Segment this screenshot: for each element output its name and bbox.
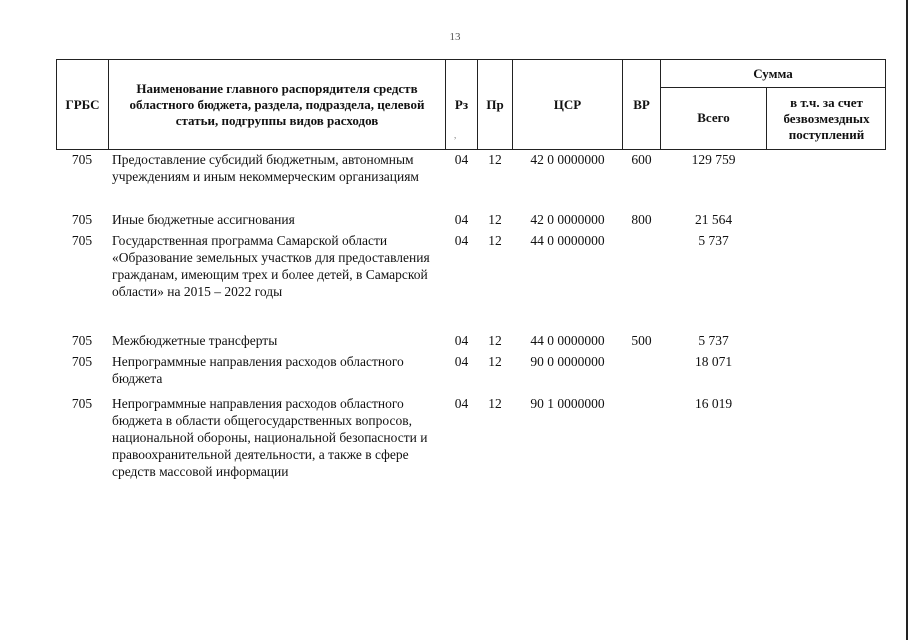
row-2-name: Иные бюджетные ассигнования <box>112 212 295 227</box>
row-2-vr: 800 <box>631 212 652 227</box>
col-border-1 <box>108 59 109 150</box>
row-1-pr: 12 <box>488 152 502 167</box>
row-6-rz: 04 <box>454 396 469 411</box>
row-4-pr: 12 <box>488 333 502 348</box>
col-border-8 <box>885 59 886 150</box>
row-1-grbs: 705 <box>71 152 93 167</box>
row-4-name: Межбюджетные трансферты <box>112 333 278 348</box>
row-2-vsego: 21 564 <box>694 212 733 227</box>
row-1-csr: 42 0 0000000 <box>530 152 605 167</box>
row-6-vsego: 16 019 <box>694 396 733 411</box>
row-4-grbs: 705 <box>71 333 93 348</box>
row-1-vr: 600 <box>631 152 652 167</box>
row-6-pr: 12 <box>488 396 502 411</box>
row-5-csr: 90 0 0000000 <box>530 354 605 369</box>
row-5-vsego: 18 071 <box>694 354 733 369</box>
header-vsego: Всего <box>697 110 730 125</box>
header-rz: Рз <box>454 96 469 112</box>
header-bottom-border <box>56 149 886 150</box>
row-5-pr: 12 <box>488 354 502 369</box>
row-2-rz: 04 <box>454 212 469 227</box>
page-number: 13 <box>449 31 461 43</box>
header-vr: ВР <box>633 96 650 112</box>
row-4-vr: 500 <box>631 333 652 348</box>
row-6-name: Непрограммные направления расходов областного бюджета в области общегосударственных вопросов, национальной обороны, национальной безопасности и правоохранительной деятельности, а также в сфере средств массовой информации <box>112 396 428 479</box>
col-border-7 <box>766 88 767 150</box>
row-5-name: Непрограммные направления расходов областного бюджета <box>112 354 404 386</box>
row-3-pr: 12 <box>488 233 502 248</box>
row-3-csr: 44 0 0000000 <box>530 233 605 248</box>
row-5-grbs: 705 <box>71 354 93 369</box>
row-3-name: Государственная программа Самарской области «Образование земельных участков для предоставления гражданам, имеющим трех и более детей, в Самарской области» на 2015 – 2022 годы <box>112 233 430 299</box>
row-6-csr: 90 1 0000000 <box>530 396 605 411</box>
row-1-name: Предоставление субсидий бюджетным, автономным учреждениям и иным некоммерческим организациям <box>112 152 419 184</box>
row-4-vsego: 5 737 <box>698 333 729 348</box>
row-1-vsego: 129 759 <box>691 152 736 167</box>
row-2-pr: 12 <box>488 212 502 227</box>
row-4-rz: 04 <box>454 333 469 348</box>
row-3-vsego: 5 737 <box>698 233 729 248</box>
row-3-rz: 04 <box>454 233 469 248</box>
header-bezvozm: в т.ч. за счет безвозмездных поступлений <box>783 95 870 142</box>
row-6-grbs: 705 <box>71 396 93 411</box>
row-5-rz: 04 <box>454 354 469 369</box>
row-4-csr: 44 0 0000000 <box>530 333 605 348</box>
scan-edge <box>906 0 908 640</box>
row-2-csr: 42 0 0000000 <box>530 212 605 227</box>
header-csr: ЦСР <box>553 96 582 112</box>
row-1-rz: 04 <box>454 152 469 167</box>
header-name: Наименование главного распорядителя средств областного бюджета, раздела, подраздела, целевой статьи, подгруппы видов расходов <box>129 80 425 128</box>
row-2-grbs: 705 <box>71 212 93 227</box>
header-grbs: ГРБС <box>65 96 100 112</box>
row-3-grbs: 705 <box>71 233 93 248</box>
header-summa: Сумма <box>753 65 793 81</box>
summa-divider <box>660 87 886 88</box>
scan-mark: , <box>454 130 457 140</box>
header-pr: Пр <box>486 96 504 112</box>
